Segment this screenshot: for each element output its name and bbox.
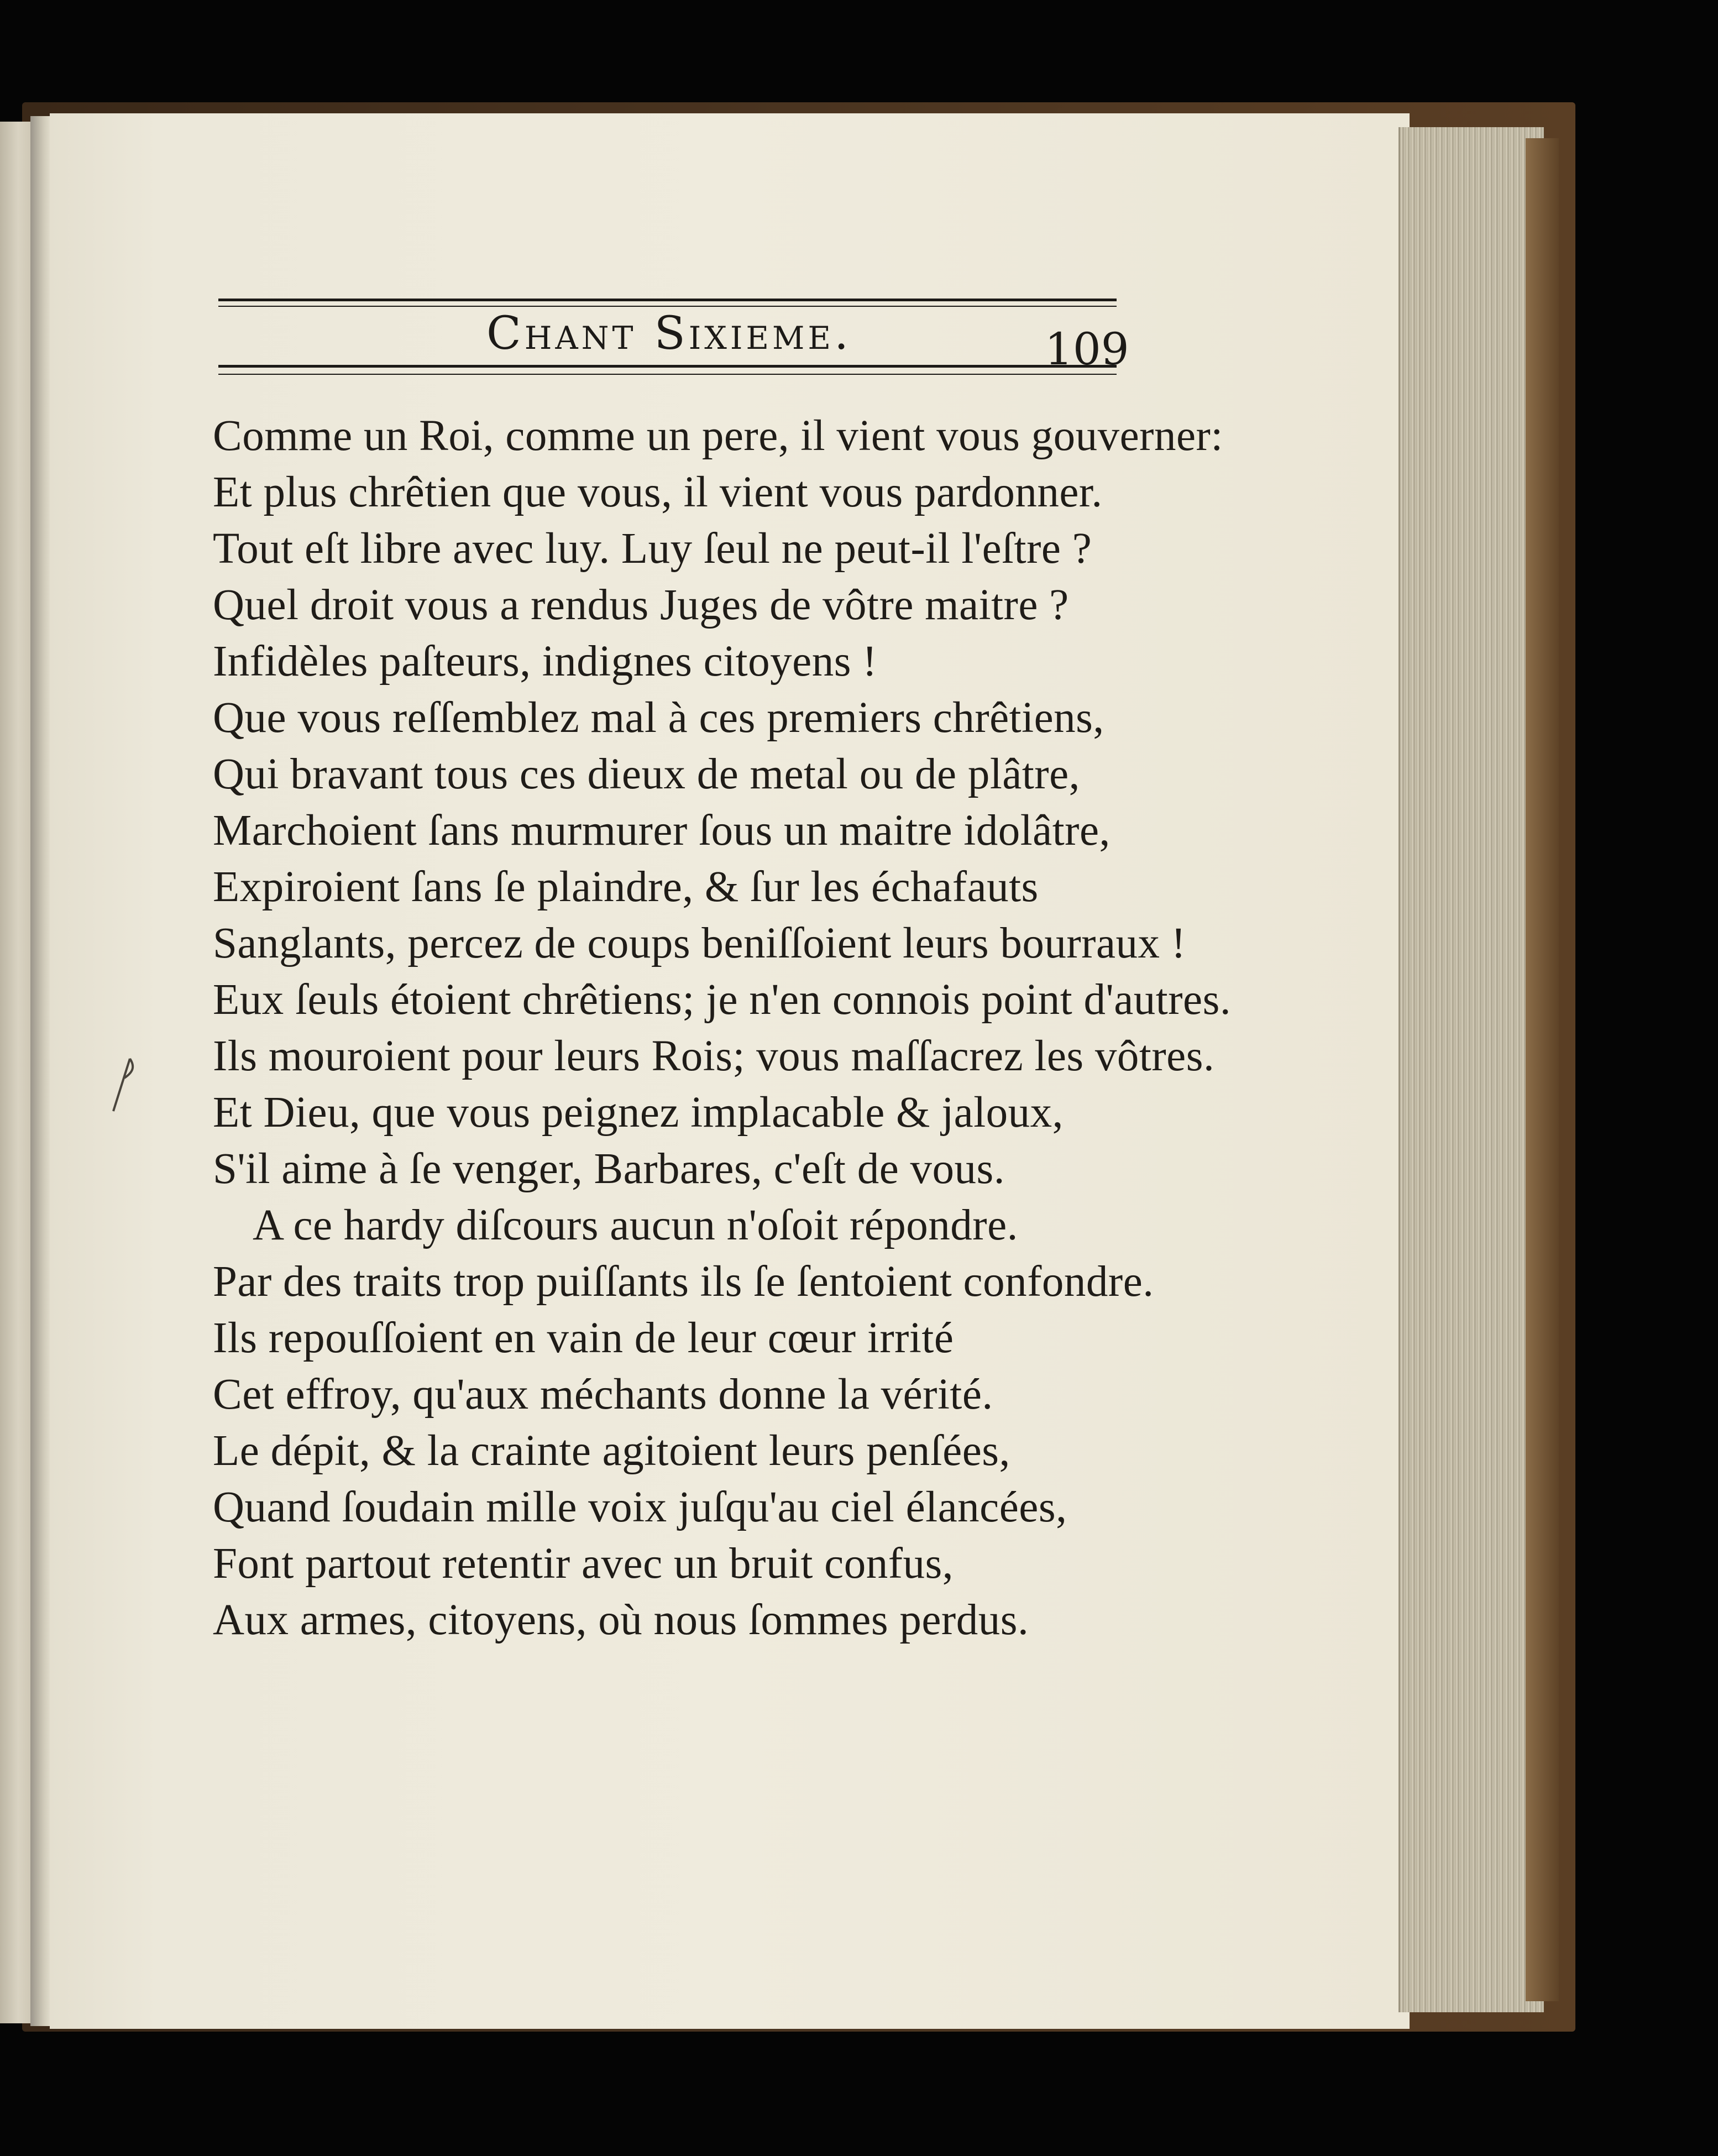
- running-head: Chant Sixieme.: [486, 307, 852, 360]
- verse-line: Eux ſeuls étoient chrêtiens; je n'en connois point d'autres.: [213, 976, 1232, 1024]
- verse-line: Ils mouroient pour leurs Rois; vous maſſacrez les vôtres.: [213, 1032, 1215, 1080]
- verse-line: Quand ſoudain mille voix juſqu'au ciel élancées,: [213, 1483, 1067, 1531]
- header-rule-top: [218, 299, 1117, 301]
- verse-line: Marchoient ſans murmurer ſous un maitre idolâtre,: [213, 807, 1111, 855]
- verse-line: S'il aime à ſe venger, Barbares, c'eſt de vous.: [213, 1145, 1005, 1193]
- header-rule-top-thin: [218, 306, 1117, 307]
- verse-line: Infidèles paſteurs, indignes citoyens !: [213, 637, 877, 685]
- verse-line: Font partout retentir avec un bruit confus,: [213, 1540, 954, 1588]
- verse-line: Ils repouſſoient en vain de leur cœur irrité: [213, 1314, 954, 1362]
- verse-line: Sanglants, percez de coups beniſſoient leurs bourraux !: [213, 919, 1186, 967]
- verse-line: Et plus chrêtien que vous, il vient vous pardonner.: [213, 468, 1103, 516]
- page-gutter: [30, 116, 53, 2026]
- header-rule-bottom-thin: [218, 374, 1117, 375]
- verse-line: Cet effroy, qu'aux méchants donne la vérité.: [213, 1370, 993, 1419]
- left-page-edge: [0, 122, 32, 2023]
- margin-pen-mark: [102, 1056, 141, 1117]
- verse-line: Le dépit, & la crainte agitoient leurs penſées,: [213, 1427, 1010, 1475]
- verse-line: Expiroient ſans ſe plaindre, & ſur les échafauts: [213, 863, 1039, 911]
- verse-line: Et Dieu, que vous peignez implacable & jaloux,: [213, 1089, 1064, 1137]
- verse-line: Aux armes, citoyens, où nous ſommes perdus.: [213, 1596, 1029, 1644]
- binding-edge: [1526, 138, 1559, 2001]
- page-edges: [1399, 127, 1544, 2012]
- verse-block: [213, 408, 1232, 1649]
- page-number: 109: [1045, 323, 1129, 375]
- verse-line: Qui bravant tous ces dieux de metal ou de plâtre,: [213, 750, 1080, 798]
- verse-line: A ce hardy diſcours aucun n'oſoit répondre.: [253, 1201, 1018, 1249]
- verse-line: Comme un Roi, comme un pere, il vient vous gouverner:: [213, 412, 1223, 460]
- verse-line: Quel droit vous a rendus Juges de vôtre maitre ?: [213, 581, 1069, 629]
- verse-line: Que vous reſſemblez mal à ces premiers chrêtiens,: [213, 694, 1104, 742]
- header-rule-bottom: [218, 365, 1117, 368]
- verse-line: Tout eſt libre avec luy. Luy ſeul ne peut-il l'eſtre ?: [213, 525, 1092, 573]
- verse-line: Par des traits trop puiſſants ils ſe ſentoient confondre.: [213, 1258, 1154, 1306]
